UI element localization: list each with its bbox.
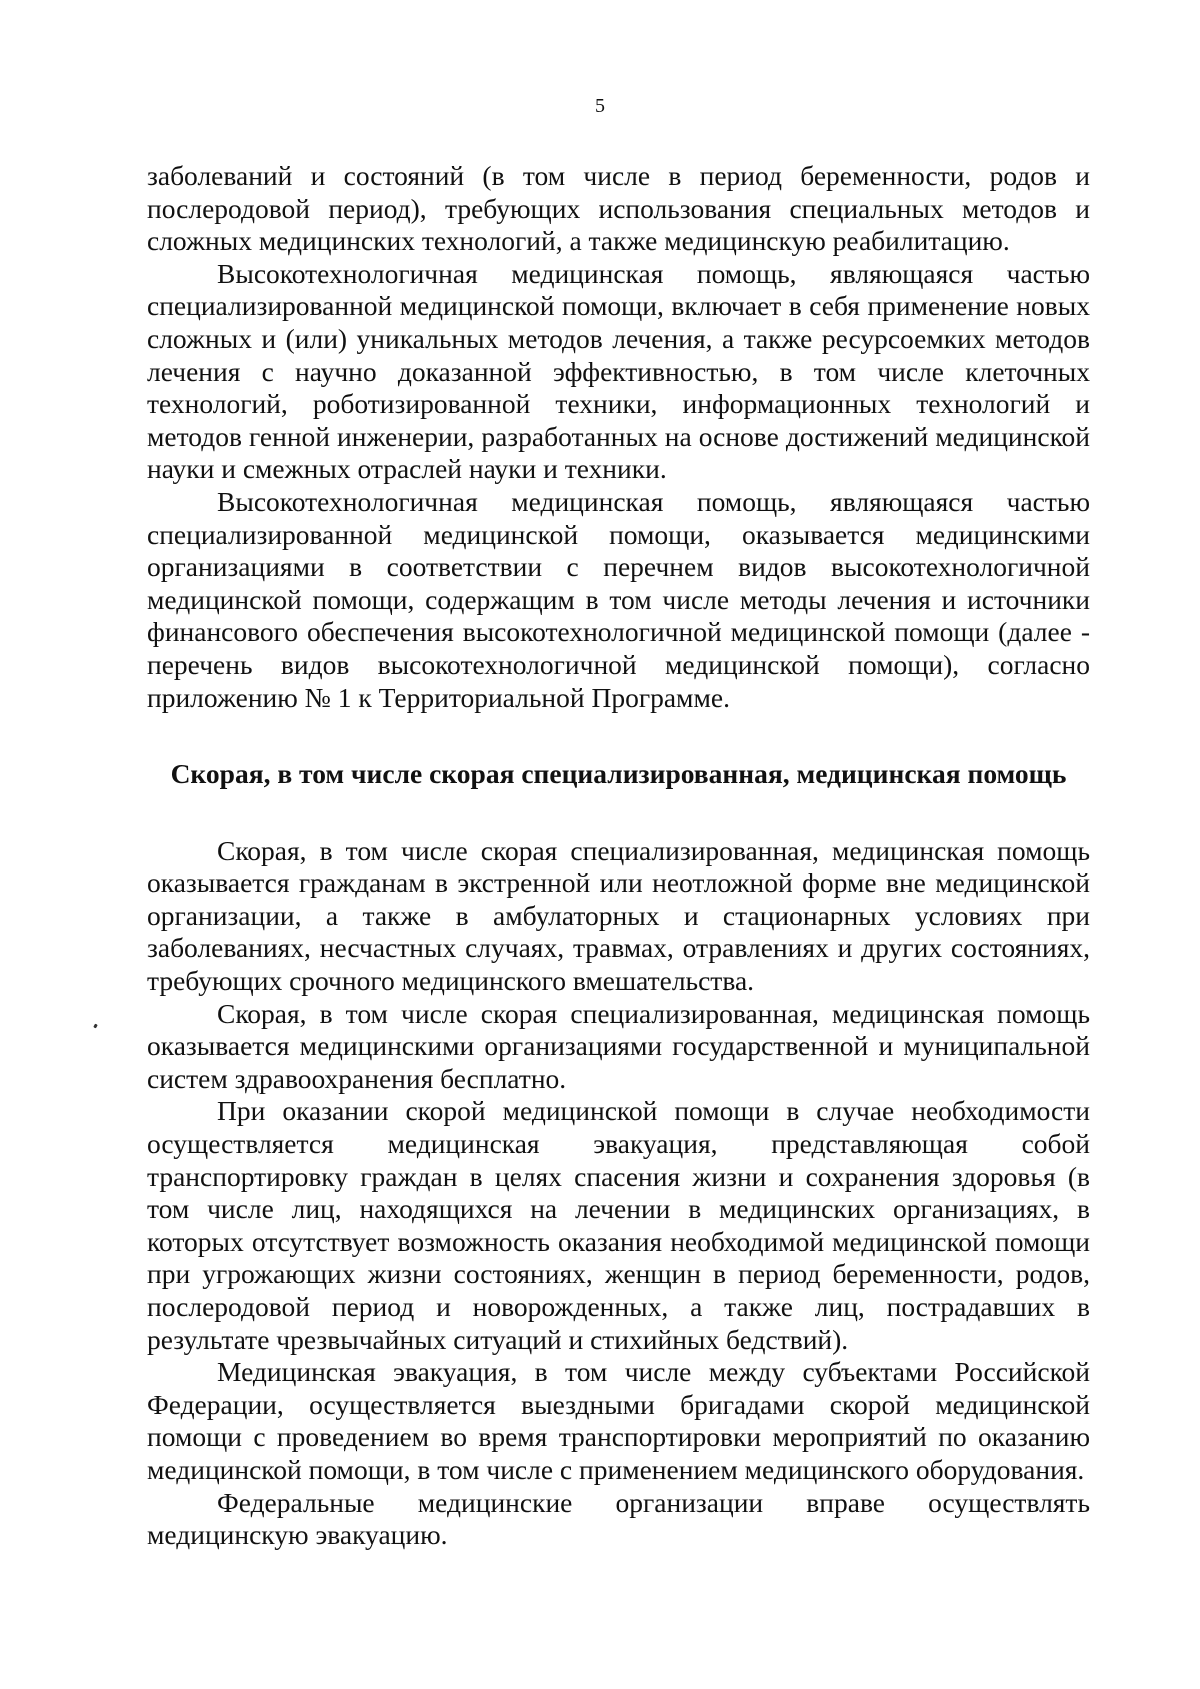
document-body [147, 160, 1090, 1552]
page-number: 5 [595, 95, 605, 117]
paragraph-federal-organizations: Федеральные медицинские организации вправе осуществлять медицинскую эвакуацию. [147, 1486, 1090, 1551]
paragraph-continuation: заболеваний и состояний (в том числе в период беременности, родов и послеродовой период), требующих использования специальных методов и сложных медицинских технологий, а также медицинскую реабилитацию. [147, 160, 1090, 257]
paragraph-medical-evacuation: При оказании скорой медицинской помощи в случае необходимости осуществляется медицинская эвакуация, представляющая собой транспортировку граждан в целях спасения жизни и сохранения здоровья (в том числе лиц, находящихся на лечении в медицинских организациях, в которых отсутствует возможность оказания необходимой медицинской помощи при угрожающих жизни состояниях, женщин в период беременности, родов, послеродовой период и новорожденных, а также лиц, пострадавших в результате чрезвычайных ситуаций и стихийных бедствий). [147, 1095, 1090, 1355]
paragraph-interregional-evacuation: Медицинская эвакуация, в том числе между субъектами Российской Федерации, осуществляется выездными бригадами скорой медицинской помощи с проведением во время транспортировки мероприятий по оказанию медицинской помощи, в том числе с применением медицинского оборудования. [147, 1356, 1090, 1485]
paragraph-emergency-care-scope: Скорая, в том числе скорая специализированная, медицинская помощь оказывается гражданам в экстренной или неотложной форме вне медицинской организации, а также в амбулаторных и стационарных условиях при заболеваниях, несчастных случаях, травмах, отравлениях и других состояниях, требующих срочного медицинского вмешательства. [147, 834, 1090, 997]
paragraph-high-tech-care-providers: Высокотехнологичная медицинская помощь, являющаяся частью специализированной медицинской помощи, оказывается медицинскими организациями в соответствии с перечнем видов высокотехнологичной медицинской помощи, содержащим в том числе методы лечения и источники финансового обеспечения высокотехнологичной медицинской помощи (далее - перечень видов высокотехнологичной медицинской помощи), согласно приложению № 1 к Территориальной Программе. [147, 485, 1090, 713]
paragraph-high-tech-care-definition: Высокотехнологичная медицинская помощь, являющаяся частью специализированной медицинской помощи, включает в себя применение новых сложных и (или) уникальных методов лечения, а также ресурсоемких методов лечения с научно доказанной эффективностью, в том числе клеточных технологий, роботизированной техники, информационных технологий и методов генной инженерии, разработанных на основе достижений медицинской науки и смежных отраслей науки и техники. [147, 257, 1090, 485]
scan-speck [93, 1024, 98, 1029]
section-title: Скорая, в том числе скорая специализированная, медицинская помощь [170, 758, 1067, 790]
paragraph-emergency-care-free: Скорая, в том числе скорая специализированная, медицинская помощь оказывается медицинскими организациями государственной и муниципальной систем здравоохранения бесплатно. [147, 997, 1090, 1094]
